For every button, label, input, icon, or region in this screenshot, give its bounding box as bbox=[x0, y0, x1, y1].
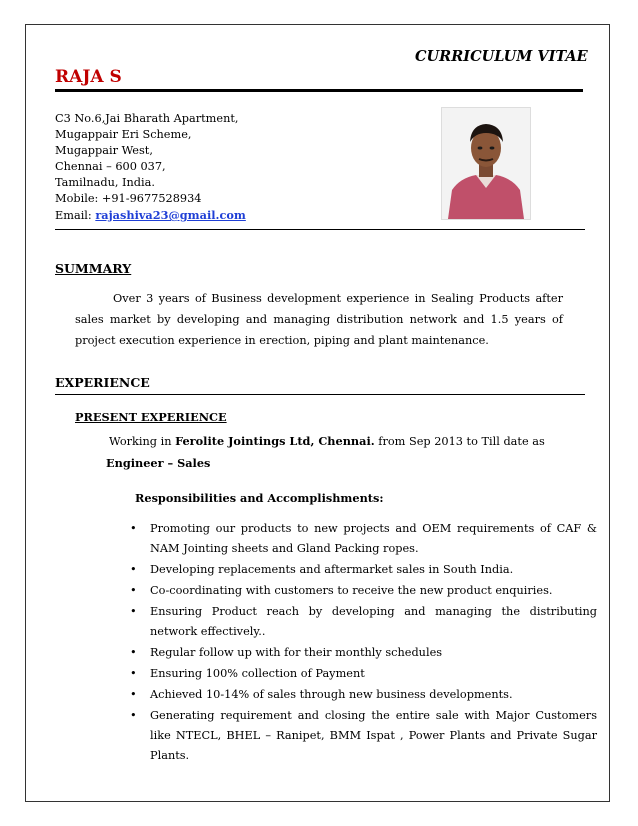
bullet-icon: • bbox=[130, 667, 137, 680]
working-suffix: from Sep 2013 to Till date as bbox=[374, 435, 545, 448]
list-item: • Generating requirement and closing the entire sale with Major Customers like NTECL, BHEL – Ranipet, BMM Ispat , Power Plants and Private Sugar Plants. bbox=[130, 706, 597, 766]
list-item: • Developing replacements and aftermarket sales in South India. bbox=[130, 560, 597, 580]
list-item: • Co-coordinating with customers to receive the new product enquiries. bbox=[130, 581, 597, 601]
address-line: C3 No.6,Jai Bharath Apartment, bbox=[55, 112, 239, 125]
summary-text bbox=[75, 288, 563, 351]
bullet-icon: • bbox=[130, 646, 137, 659]
experience-heading: EXPERIENCE bbox=[55, 375, 150, 390]
profile-photo bbox=[441, 107, 531, 220]
address-line: Chennai – 600 037, bbox=[55, 160, 166, 173]
list-item: • Ensuring 100% collection of Payment bbox=[130, 664, 597, 684]
present-experience-heading: PRESENT EXPERIENCE bbox=[75, 410, 227, 424]
bullet-icon: • bbox=[130, 584, 137, 597]
contact-divider bbox=[55, 229, 585, 230]
document-title: CURRICULUM VITAE bbox=[415, 48, 588, 65]
list-item: • Promoting our products to new projects and OEM requirements of CAF & NAM Jointing sheets and Gland Packing ropes. bbox=[130, 519, 597, 559]
address-line: Mugappair Eri Scheme, bbox=[55, 128, 192, 141]
list-item: • Regular follow up with for their monthly schedules bbox=[130, 643, 597, 663]
contact-block bbox=[55, 111, 246, 223]
responsibilities-list bbox=[130, 519, 597, 767]
email-link[interactable]: rajashiva23@gmail.com bbox=[95, 208, 246, 222]
mobile-number: Mobile: +91-9677528934 bbox=[55, 192, 202, 205]
working-line bbox=[109, 434, 545, 448]
working-prefix: Working in bbox=[109, 435, 176, 448]
company-name: Ferolite Jointings Ltd, Chennai. bbox=[175, 434, 375, 448]
summary-heading: SUMMARY bbox=[55, 261, 132, 276]
address-line: Mugappair West, bbox=[55, 144, 153, 157]
bullet-icon: • bbox=[130, 605, 137, 618]
person-photo-icon bbox=[442, 108, 530, 219]
bullet-icon: • bbox=[130, 563, 137, 576]
bullet-icon: • bbox=[130, 688, 137, 701]
email-row bbox=[55, 207, 246, 223]
candidate-name: RAJA S bbox=[55, 67, 122, 87]
experience-divider bbox=[55, 394, 585, 395]
bullet-icon: • bbox=[130, 522, 137, 535]
list-item: • Ensuring Product reach by developing and managing the distributing network effectively.. bbox=[130, 602, 597, 642]
job-role: Engineer – Sales bbox=[106, 456, 211, 470]
bullet-icon: • bbox=[130, 709, 137, 722]
email-label: Email: bbox=[55, 209, 92, 222]
responsibilities-heading: Responsibilities and Accomplishments: bbox=[135, 491, 384, 505]
header-divider bbox=[55, 89, 583, 92]
list-item: • Achieved 10-14% of sales through new business developments. bbox=[130, 685, 597, 705]
summary-body: Over 3 years of Business development experience in Sealing Products after sales market by developing and managing distribution network and 1.5 years of project execution experience in erection, piping and plant maintenance. bbox=[75, 292, 563, 347]
address-line: Tamilnadu, India. bbox=[55, 176, 155, 189]
